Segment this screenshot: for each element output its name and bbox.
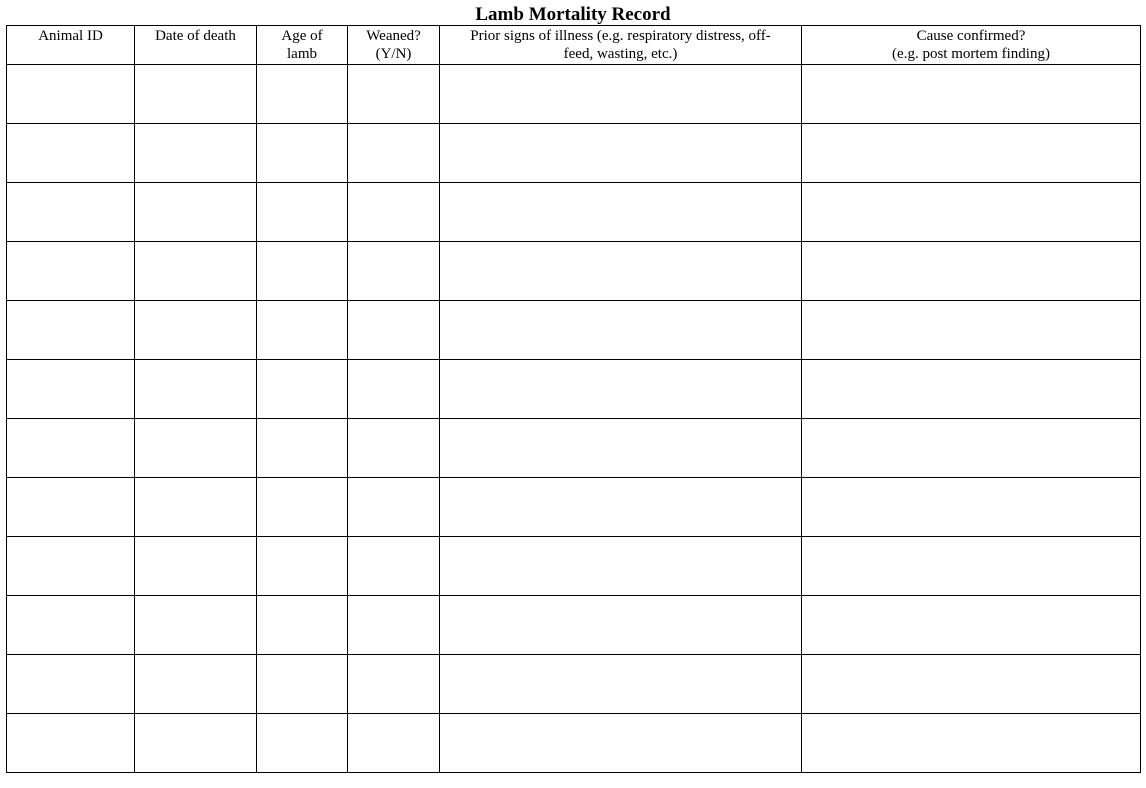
table-row xyxy=(7,419,1141,478)
cell-prior-signs[interactable] xyxy=(440,360,802,419)
cell-age-of-lamb[interactable] xyxy=(257,714,348,773)
cell-prior-signs[interactable] xyxy=(440,537,802,596)
cell-date-of-death[interactable] xyxy=(135,65,257,124)
cell-date-of-death[interactable] xyxy=(135,537,257,596)
cell-date-of-death[interactable] xyxy=(135,596,257,655)
cell-cause-confirmed[interactable] xyxy=(802,655,1141,714)
cell-animal-id[interactable] xyxy=(7,124,135,183)
table-row xyxy=(7,301,1141,360)
cell-prior-signs[interactable] xyxy=(440,242,802,301)
cell-animal-id[interactable] xyxy=(7,65,135,124)
cell-animal-id[interactable] xyxy=(7,242,135,301)
table-row xyxy=(7,655,1141,714)
cell-animal-id[interactable] xyxy=(7,419,135,478)
column-header-line: Weaned? xyxy=(366,28,421,44)
column-header-line: Cause confirmed? xyxy=(916,28,1026,44)
cell-prior-signs[interactable] xyxy=(440,124,802,183)
page-title: Lamb Mortality Record xyxy=(475,4,671,25)
cell-prior-signs[interactable] xyxy=(440,183,802,242)
table-row xyxy=(7,596,1141,655)
cell-cause-confirmed[interactable] xyxy=(802,65,1141,124)
cell-weaned[interactable] xyxy=(348,360,440,419)
cell-cause-confirmed[interactable] xyxy=(802,124,1141,183)
cell-age-of-lamb[interactable] xyxy=(257,419,348,478)
cell-weaned[interactable] xyxy=(348,419,440,478)
cell-prior-signs[interactable] xyxy=(440,419,802,478)
cell-cause-confirmed[interactable] xyxy=(802,714,1141,773)
cell-prior-signs[interactable] xyxy=(440,655,802,714)
table-row xyxy=(7,537,1141,596)
cell-prior-signs[interactable] xyxy=(440,714,802,773)
table-row xyxy=(7,242,1141,301)
cell-cause-confirmed[interactable] xyxy=(802,360,1141,419)
mortality-record-table xyxy=(6,25,1141,773)
cell-animal-id[interactable] xyxy=(7,537,135,596)
cell-age-of-lamb[interactable] xyxy=(257,360,348,419)
mortality-record-page xyxy=(6,5,1140,773)
cell-date-of-death[interactable] xyxy=(135,301,257,360)
table-row xyxy=(7,478,1141,537)
cell-date-of-death[interactable] xyxy=(135,478,257,537)
cell-cause-confirmed[interactable] xyxy=(802,301,1141,360)
table-row xyxy=(7,65,1141,124)
cell-weaned[interactable] xyxy=(348,242,440,301)
cell-prior-signs[interactable] xyxy=(440,596,802,655)
cell-date-of-death[interactable] xyxy=(135,242,257,301)
column-header-line: Age of xyxy=(281,28,323,44)
cell-prior-signs[interactable] xyxy=(440,301,802,360)
table-header-row xyxy=(7,26,1141,65)
column-header-line: lamb xyxy=(287,46,317,62)
cell-animal-id[interactable] xyxy=(7,596,135,655)
cell-prior-signs[interactable] xyxy=(440,65,802,124)
column-header-line: feed, wasting, etc.) xyxy=(563,46,678,62)
column-header-line: Prior signs of illness (e.g. respiratory distress, off- xyxy=(470,28,771,44)
column-header-cause-confirmed xyxy=(802,26,1141,65)
cell-age-of-lamb[interactable] xyxy=(257,124,348,183)
column-header-animal-id xyxy=(7,26,135,65)
cell-age-of-lamb[interactable] xyxy=(257,478,348,537)
cell-date-of-death[interactable] xyxy=(135,655,257,714)
cell-cause-confirmed[interactable] xyxy=(802,242,1141,301)
cell-prior-signs[interactable] xyxy=(440,478,802,537)
cell-weaned[interactable] xyxy=(348,478,440,537)
cell-weaned[interactable] xyxy=(348,124,440,183)
cell-date-of-death[interactable] xyxy=(135,360,257,419)
table-row xyxy=(7,124,1141,183)
table-row xyxy=(7,183,1141,242)
table-body xyxy=(7,65,1141,773)
cell-weaned[interactable] xyxy=(348,596,440,655)
cell-date-of-death[interactable] xyxy=(135,124,257,183)
cell-date-of-death[interactable] xyxy=(135,419,257,478)
cell-cause-confirmed[interactable] xyxy=(802,419,1141,478)
cell-animal-id[interactable] xyxy=(7,478,135,537)
cell-weaned[interactable] xyxy=(348,714,440,773)
cell-animal-id[interactable] xyxy=(7,183,135,242)
table-row xyxy=(7,714,1141,773)
cell-age-of-lamb[interactable] xyxy=(257,65,348,124)
cell-age-of-lamb[interactable] xyxy=(257,596,348,655)
cell-animal-id[interactable] xyxy=(7,714,135,773)
column-header-prior-signs xyxy=(440,26,802,65)
cell-age-of-lamb[interactable] xyxy=(257,242,348,301)
cell-age-of-lamb[interactable] xyxy=(257,537,348,596)
cell-cause-confirmed[interactable] xyxy=(802,537,1141,596)
cell-age-of-lamb[interactable] xyxy=(257,301,348,360)
cell-cause-confirmed[interactable] xyxy=(802,596,1141,655)
cell-weaned[interactable] xyxy=(348,537,440,596)
column-header-line: (e.g. post mortem finding) xyxy=(892,46,1050,62)
column-header-age-of-lamb xyxy=(257,26,348,65)
cell-date-of-death[interactable] xyxy=(135,714,257,773)
cell-animal-id[interactable] xyxy=(7,655,135,714)
cell-date-of-death[interactable] xyxy=(135,183,257,242)
cell-weaned[interactable] xyxy=(348,183,440,242)
column-header-line: (Y/N) xyxy=(375,46,412,62)
column-header-date-of-death xyxy=(135,26,257,65)
table-row xyxy=(7,360,1141,419)
column-header-weaned xyxy=(348,26,440,65)
cell-cause-confirmed[interactable] xyxy=(802,478,1141,537)
cell-age-of-lamb[interactable] xyxy=(257,655,348,714)
column-header-line: Animal ID xyxy=(38,28,103,44)
column-header-line: Date of death xyxy=(155,28,236,44)
cell-weaned[interactable] xyxy=(348,65,440,124)
cell-age-of-lamb[interactable] xyxy=(257,183,348,242)
cell-weaned[interactable] xyxy=(348,301,440,360)
cell-cause-confirmed[interactable] xyxy=(802,183,1141,242)
cell-animal-id[interactable] xyxy=(7,301,135,360)
cell-animal-id[interactable] xyxy=(7,360,135,419)
cell-weaned[interactable] xyxy=(348,655,440,714)
